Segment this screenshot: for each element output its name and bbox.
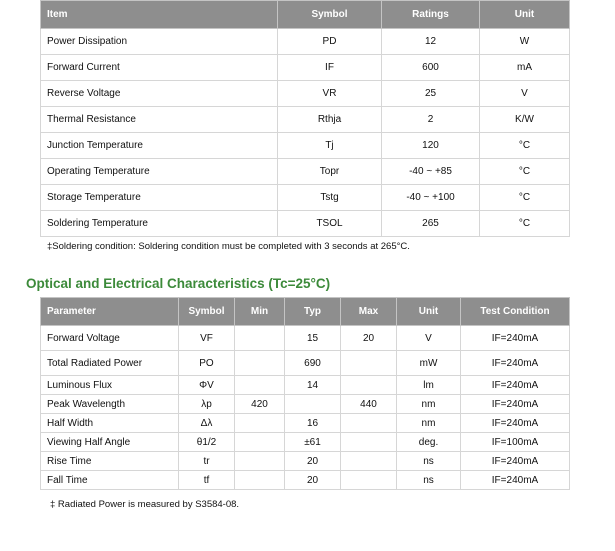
table-cell: mA <box>480 55 570 81</box>
table-cell: Rise Time <box>41 452 179 471</box>
table-cell: ΦV <box>179 376 235 395</box>
table-row <box>41 107 570 133</box>
table-cell <box>341 351 397 376</box>
table-cell: ±61 <box>285 433 341 452</box>
table-cell: Power Dissipation <box>41 29 278 55</box>
table-cell: °C <box>480 159 570 185</box>
table-cell: V <box>480 81 570 107</box>
table-cell <box>341 433 397 452</box>
header-symbol: Symbol <box>179 298 235 326</box>
table-cell <box>235 326 285 351</box>
table-cell <box>341 376 397 395</box>
table-cell: Junction Temperature <box>41 133 278 159</box>
table-cell: Forward Voltage <box>41 326 179 351</box>
table-cell: θ1/2 <box>179 433 235 452</box>
table-cell: mW <box>397 351 461 376</box>
table-cell: IF=240mA <box>461 351 570 376</box>
table-header-row <box>41 1 570 29</box>
table-cell: 20 <box>285 452 341 471</box>
table-cell: Total Radiated Power <box>41 351 179 376</box>
table-cell: ns <box>397 471 461 490</box>
table-cell: Topr <box>278 159 382 185</box>
table-cell: VF <box>179 326 235 351</box>
table-cell: nm <box>397 414 461 433</box>
header-symbol: Symbol <box>278 1 382 29</box>
table-cell: IF=240mA <box>461 452 570 471</box>
table-cell: tr <box>179 452 235 471</box>
header-parameter: Parameter <box>41 298 179 326</box>
table-cell: 14 <box>285 376 341 395</box>
table-cell: -40 ~ +100 <box>382 185 480 211</box>
table-cell: 600 <box>382 55 480 81</box>
section-title: Optical and Electrical Characteristics (Tc=25°C) <box>26 276 331 291</box>
table-cell: Viewing Half Angle <box>41 433 179 452</box>
table-row <box>41 29 570 55</box>
header-unit: Unit <box>397 298 461 326</box>
table-cell <box>285 395 341 414</box>
header-ratings: Ratings <box>382 1 480 29</box>
table-cell: °C <box>480 133 570 159</box>
table-cell: IF=240mA <box>461 395 570 414</box>
table-cell: 12 <box>382 29 480 55</box>
table-cell: tf <box>179 471 235 490</box>
table-cell: °C <box>480 211 570 237</box>
table-row <box>41 452 570 471</box>
table-cell <box>341 471 397 490</box>
table-row <box>41 395 570 414</box>
radiated-power-note: ‡ Radiated Power is measured by S3584-08. <box>50 499 240 510</box>
table-cell: °C <box>480 185 570 211</box>
table-cell: 265 <box>382 211 480 237</box>
table-row <box>41 376 570 395</box>
table-row <box>41 185 570 211</box>
table-cell: Half Width <box>41 414 179 433</box>
header-typ: Typ <box>285 298 341 326</box>
table-cell: Rthja <box>278 107 382 133</box>
table-cell: lm <box>397 376 461 395</box>
table-cell: Luminous Flux <box>41 376 179 395</box>
table-row <box>41 133 570 159</box>
table-cell <box>235 414 285 433</box>
table-row <box>41 159 570 185</box>
header-unit: Unit <box>480 1 570 29</box>
table-cell: Soldering Temperature <box>41 211 278 237</box>
table-row <box>41 351 570 376</box>
header-item: Item <box>41 1 278 29</box>
header-max: Max <box>341 298 397 326</box>
soldering-note: ‡Soldering condition: Soldering condition must be completed with 3 seconds at 265°C. <box>47 241 410 252</box>
table-cell <box>235 452 285 471</box>
table-cell: PO <box>179 351 235 376</box>
table-cell: K/W <box>480 107 570 133</box>
table-cell: 420 <box>235 395 285 414</box>
table-cell: VR <box>278 81 382 107</box>
header-min: Min <box>235 298 285 326</box>
table-cell: Storage Temperature <box>41 185 278 211</box>
table-cell: IF=240mA <box>461 471 570 490</box>
table-cell: 20 <box>341 326 397 351</box>
table-cell: Peak Wavelength <box>41 395 179 414</box>
table-cell <box>341 414 397 433</box>
table-cell: 16 <box>285 414 341 433</box>
table-cell: IF=240mA <box>461 376 570 395</box>
table-cell: nm <box>397 395 461 414</box>
table-cell: Reverse Voltage <box>41 81 278 107</box>
table-cell: 20 <box>285 471 341 490</box>
table-cell: 25 <box>382 81 480 107</box>
table-cell <box>235 471 285 490</box>
table-row <box>41 414 570 433</box>
table-cell: 440 <box>341 395 397 414</box>
table-cell: Tj <box>278 133 382 159</box>
table-cell: IF=100mA <box>461 433 570 452</box>
table-cell: λp <box>179 395 235 414</box>
table-cell: TSOL <box>278 211 382 237</box>
table-cell <box>235 433 285 452</box>
table-cell: W <box>480 29 570 55</box>
table-cell: IF=240mA <box>461 414 570 433</box>
table-cell: IF=240mA <box>461 326 570 351</box>
table-cell: 15 <box>285 326 341 351</box>
table-cell <box>235 351 285 376</box>
table-cell: Operating Temperature <box>41 159 278 185</box>
table-cell: ns <box>397 452 461 471</box>
table-cell: Fall Time <box>41 471 179 490</box>
table-row <box>41 81 570 107</box>
optical-characteristics-table <box>40 297 570 490</box>
table-row <box>41 211 570 237</box>
table-cell: deg. <box>397 433 461 452</box>
table-cell: Tstg <box>278 185 382 211</box>
table-row <box>41 55 570 81</box>
absolute-ratings-table <box>40 0 570 237</box>
table-header-row <box>41 298 570 326</box>
table-cell: Thermal Resistance <box>41 107 278 133</box>
table-row <box>41 471 570 490</box>
table-cell: 2 <box>382 107 480 133</box>
header-test-condition: Test Condition <box>461 298 570 326</box>
table-row <box>41 326 570 351</box>
table-cell: -40 ~ +85 <box>382 159 480 185</box>
table-cell: IF <box>278 55 382 81</box>
table-cell: 120 <box>382 133 480 159</box>
table-cell: Δλ <box>179 414 235 433</box>
table-cell: Forward Current <box>41 55 278 81</box>
table-cell: PD <box>278 29 382 55</box>
table-row <box>41 433 570 452</box>
table-cell <box>235 376 285 395</box>
table-cell: 690 <box>285 351 341 376</box>
table-cell: V <box>397 326 461 351</box>
table-cell <box>341 452 397 471</box>
